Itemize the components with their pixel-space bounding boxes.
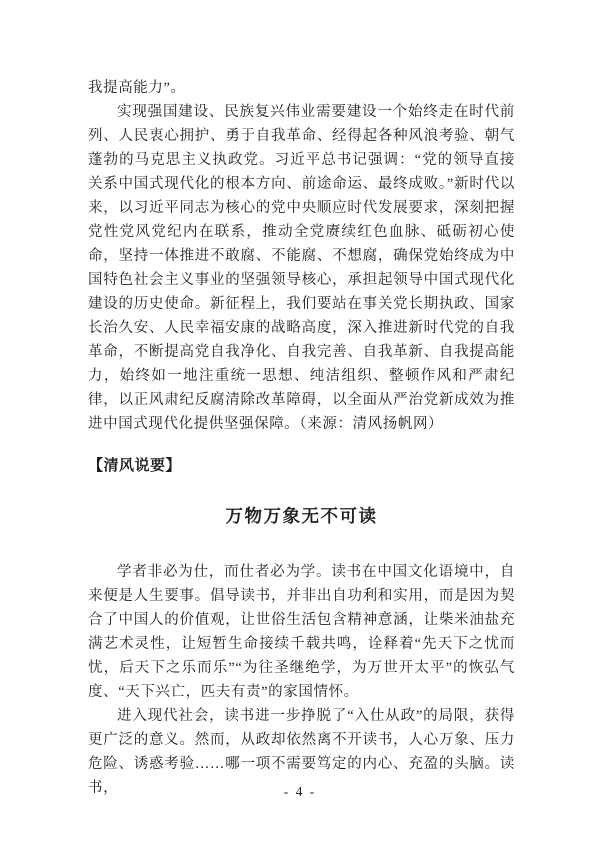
article-title: 万物万象无不可读	[225, 506, 378, 526]
page-number: - 4 -	[283, 784, 317, 799]
section-header: 【清风说要】	[88, 458, 182, 474]
paragraph-modern-society: 进入现代社会，读书进一步挣脱了“入仕从政”的局限，获得更广泛的意义。然而，从政却依然离不开读书，人心万象、压力危险、诱惑考验……哪一项不需要笃定的内心、充盈的头脑。读书，	[88, 708, 515, 796]
paragraph-continuation: 我提高能力”。	[88, 80, 186, 96]
paragraph-reading-culture: 学者非必为仕，而仕者必为学。读书在中国文化语境中，自来便是人生要事。倡导读书，并非出自功利和实用，而是因为契合了中国人的价值观，让世俗生活包含精神意涵，让柴米油盐充满艺术灵性，让短暂生命接续千载共鸣，诠释着“先天下之忧而忧，后天下之乐而乐”“为往圣继绝学，为万世开太平”的恢弘气度、“天下兴亡，匹夫有责”的家国情怀。	[88, 564, 515, 700]
paragraph-party-building: 实现强国建设、民族复兴伟业需要建设一个始终走在时代前列、人民衷心拥护、勇于自我革命、经得起各种风浪考验、朝气蓬勃的马克思主义执政党。习近平总书记强调：“党的领导直接关系中国式现代化的根本方向、前途命运、最终成败。”新时代以来，以习近平同志为核心的党中央顺应时代发展要求，深刻把握党性党风党纪内在联系，推动全党赓续红色血脉、砥砺初心使命，坚持一体推进不敢腐、不能腐、不想腐，确保党始终成为中国特色社会主义事业的坚强领导核心，承担起领导中国式现代化建设的历史使命。新征程上，我们要站在事关党长期执政、国家长治久安、人民幸福安康的战略高度，深入推进新时代党的自我革命，不断提高党自我净化、自我完善、自我革新、自我提高能力，始终如一地注重统一思想、纯洁组织、整顿作风和严肃纪律，以正风肃纪反腐清除改革障碍，以全面从严治党新成效为推进中国式现代化提供坚强保障。（来源：清风扬帆网）	[88, 104, 515, 432]
